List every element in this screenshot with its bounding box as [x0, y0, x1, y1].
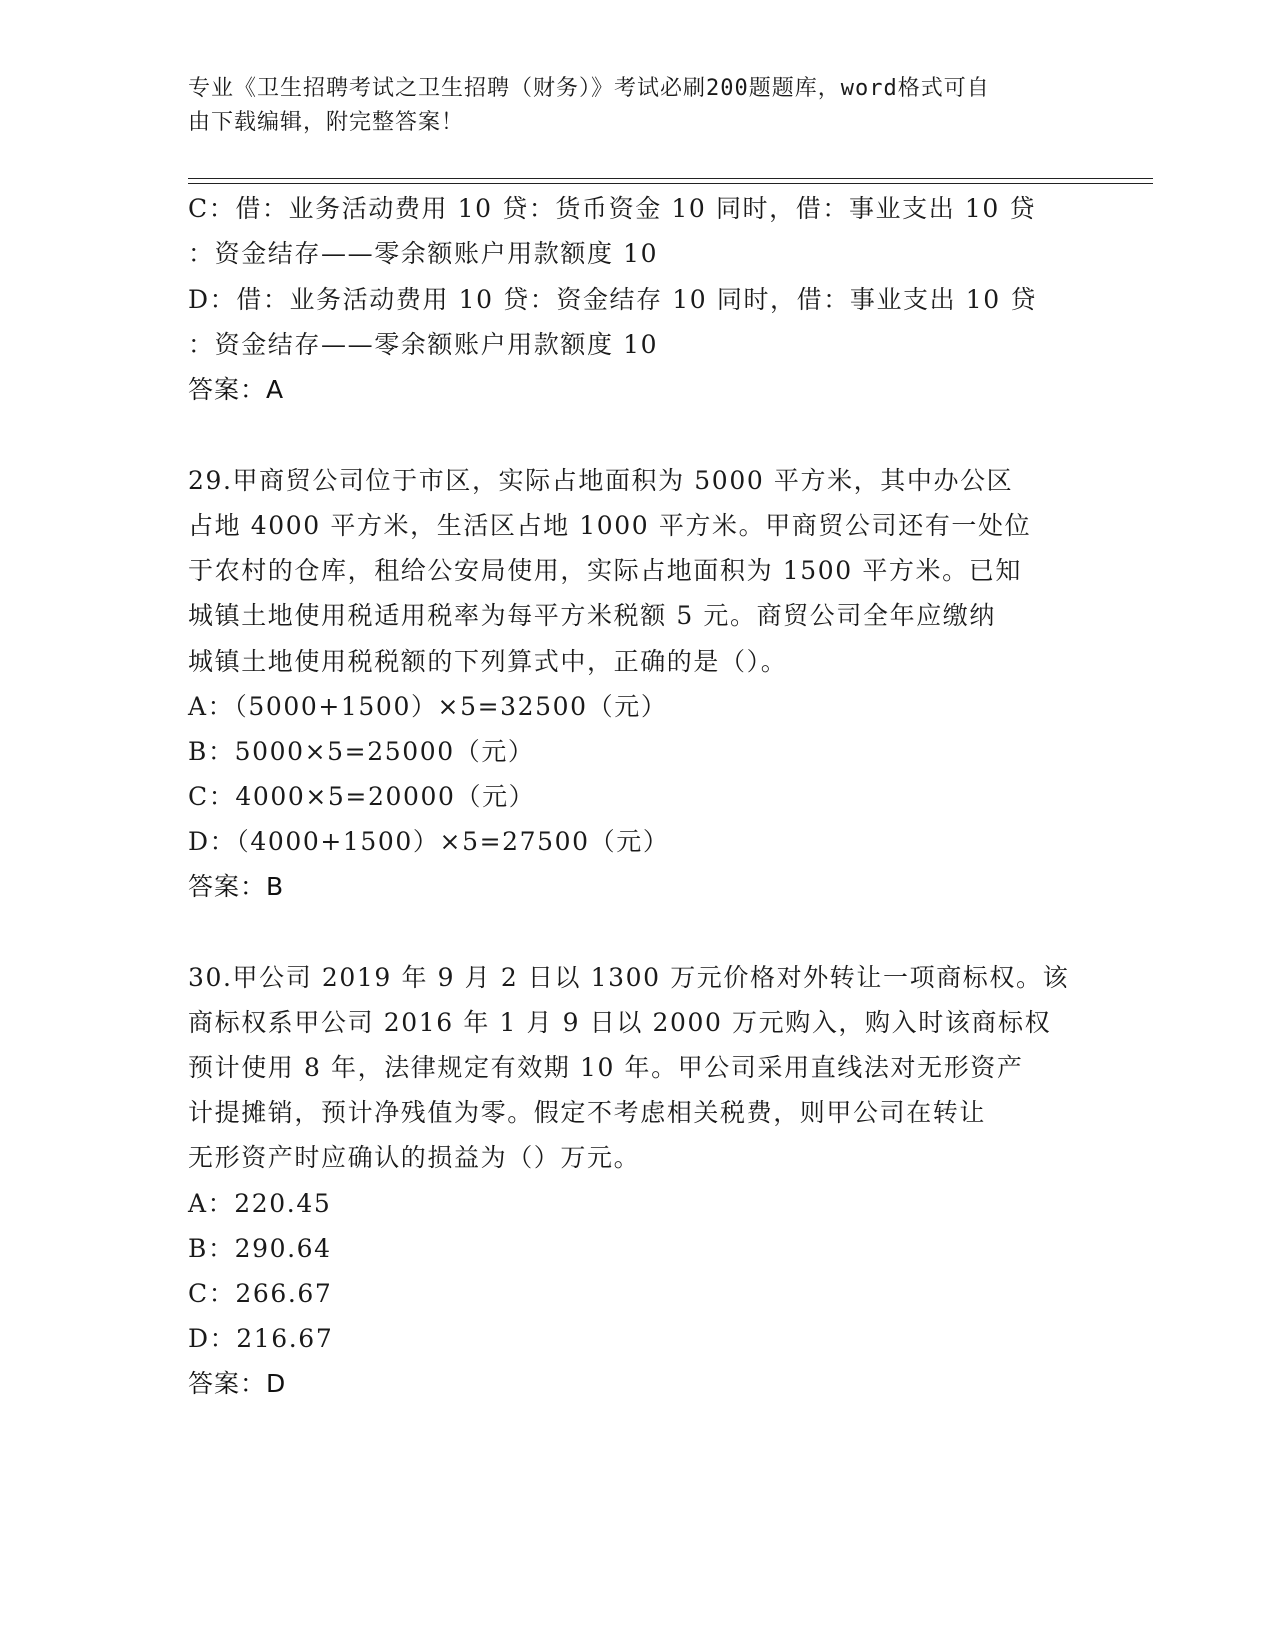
q30-option-d: D：216.67	[188, 1324, 334, 1353]
q30-stem-line-5: 无形资产时应确认的损益为（）万元。	[188, 1143, 641, 1172]
prev-answer: 答案：A	[188, 375, 285, 404]
q29-stem-line-1: 29.甲商贸公司位于市区，实际占地面积为 5000 平方米，其中办公区	[188, 466, 1014, 495]
q29-stem-line-4: 城镇土地使用税适用税率为每平方米税额 5 元。商贸公司全年应缴纳	[188, 601, 997, 630]
q29-option-a: A：（5000+1500）×5=32500（元）	[188, 692, 668, 721]
q30-option-c: C：266.67	[188, 1279, 333, 1308]
prev-option-d-line-1: D：借：业务活动费用 10 贷：资金结存 10 同时，借：事业支出 10 贷	[188, 285, 1037, 314]
q29-option-c: C：4000×5=20000（元）	[188, 782, 536, 811]
q30-option-b: B：290.64	[188, 1234, 332, 1263]
q30-answer: 答案：D	[188, 1369, 287, 1398]
q30-stem-line-4: 计提摊销，预计净残值为零。假定不考虑相关税费，则甲公司在转让	[188, 1098, 987, 1127]
q29-answer: 答案：B	[188, 872, 285, 901]
q30-stem-line-1: 30.甲公司 2019 年 9 月 2 日以 1300 万元价格对外转让一项商标权。该	[188, 963, 1070, 992]
q29-stem-line-5: 城镇土地使用税税额的下列算式中，正确的是（）。	[188, 647, 788, 676]
q30-option-a: A：220.45	[188, 1189, 332, 1218]
q29-option-d: D：（4000+1500）×5=27500（元）	[188, 827, 670, 856]
header-divider-top	[188, 178, 1153, 179]
prev-option-c-line-1: C：借：业务活动费用 10 贷：货币资金 10 同时，借：事业支出 10 贷	[188, 194, 1037, 223]
q30-stem-line-2: 商标权系甲公司 2016 年 1 月 9 日以 2000 万元购入，购入时该商标权	[188, 1008, 1052, 1037]
header-line-2: 由下载编辑，附完整答案！	[188, 110, 465, 135]
prev-option-c-line-2: ：资金结存——零余额账户用款额度 10	[188, 239, 659, 268]
document-header	[188, 72, 1068, 140]
header-divider-bottom	[188, 183, 1153, 184]
q29-stem-line-3: 于农村的仓库，租给公安局使用，实际占地面积为 1500 平方米。已知	[188, 556, 1022, 585]
header-line-1: 专业《卫生招聘考试之卫生招聘（财务）》考试必刷200题题库，word格式可自	[188, 76, 990, 101]
q29-stem-line-2: 占地 4000 平方米，生活区占地 1000 平方米。甲商贸公司还有一处位	[188, 511, 1032, 540]
q29-option-b: B：5000×5=25000（元）	[188, 737, 535, 766]
prev-option-d-line-2: ：资金结存——零余额账户用款额度 10	[188, 330, 659, 359]
q30-stem-line-3: 预计使用 8 年，法律规定有效期 10 年。甲公司采用直线法对无形资产	[188, 1053, 1024, 1082]
